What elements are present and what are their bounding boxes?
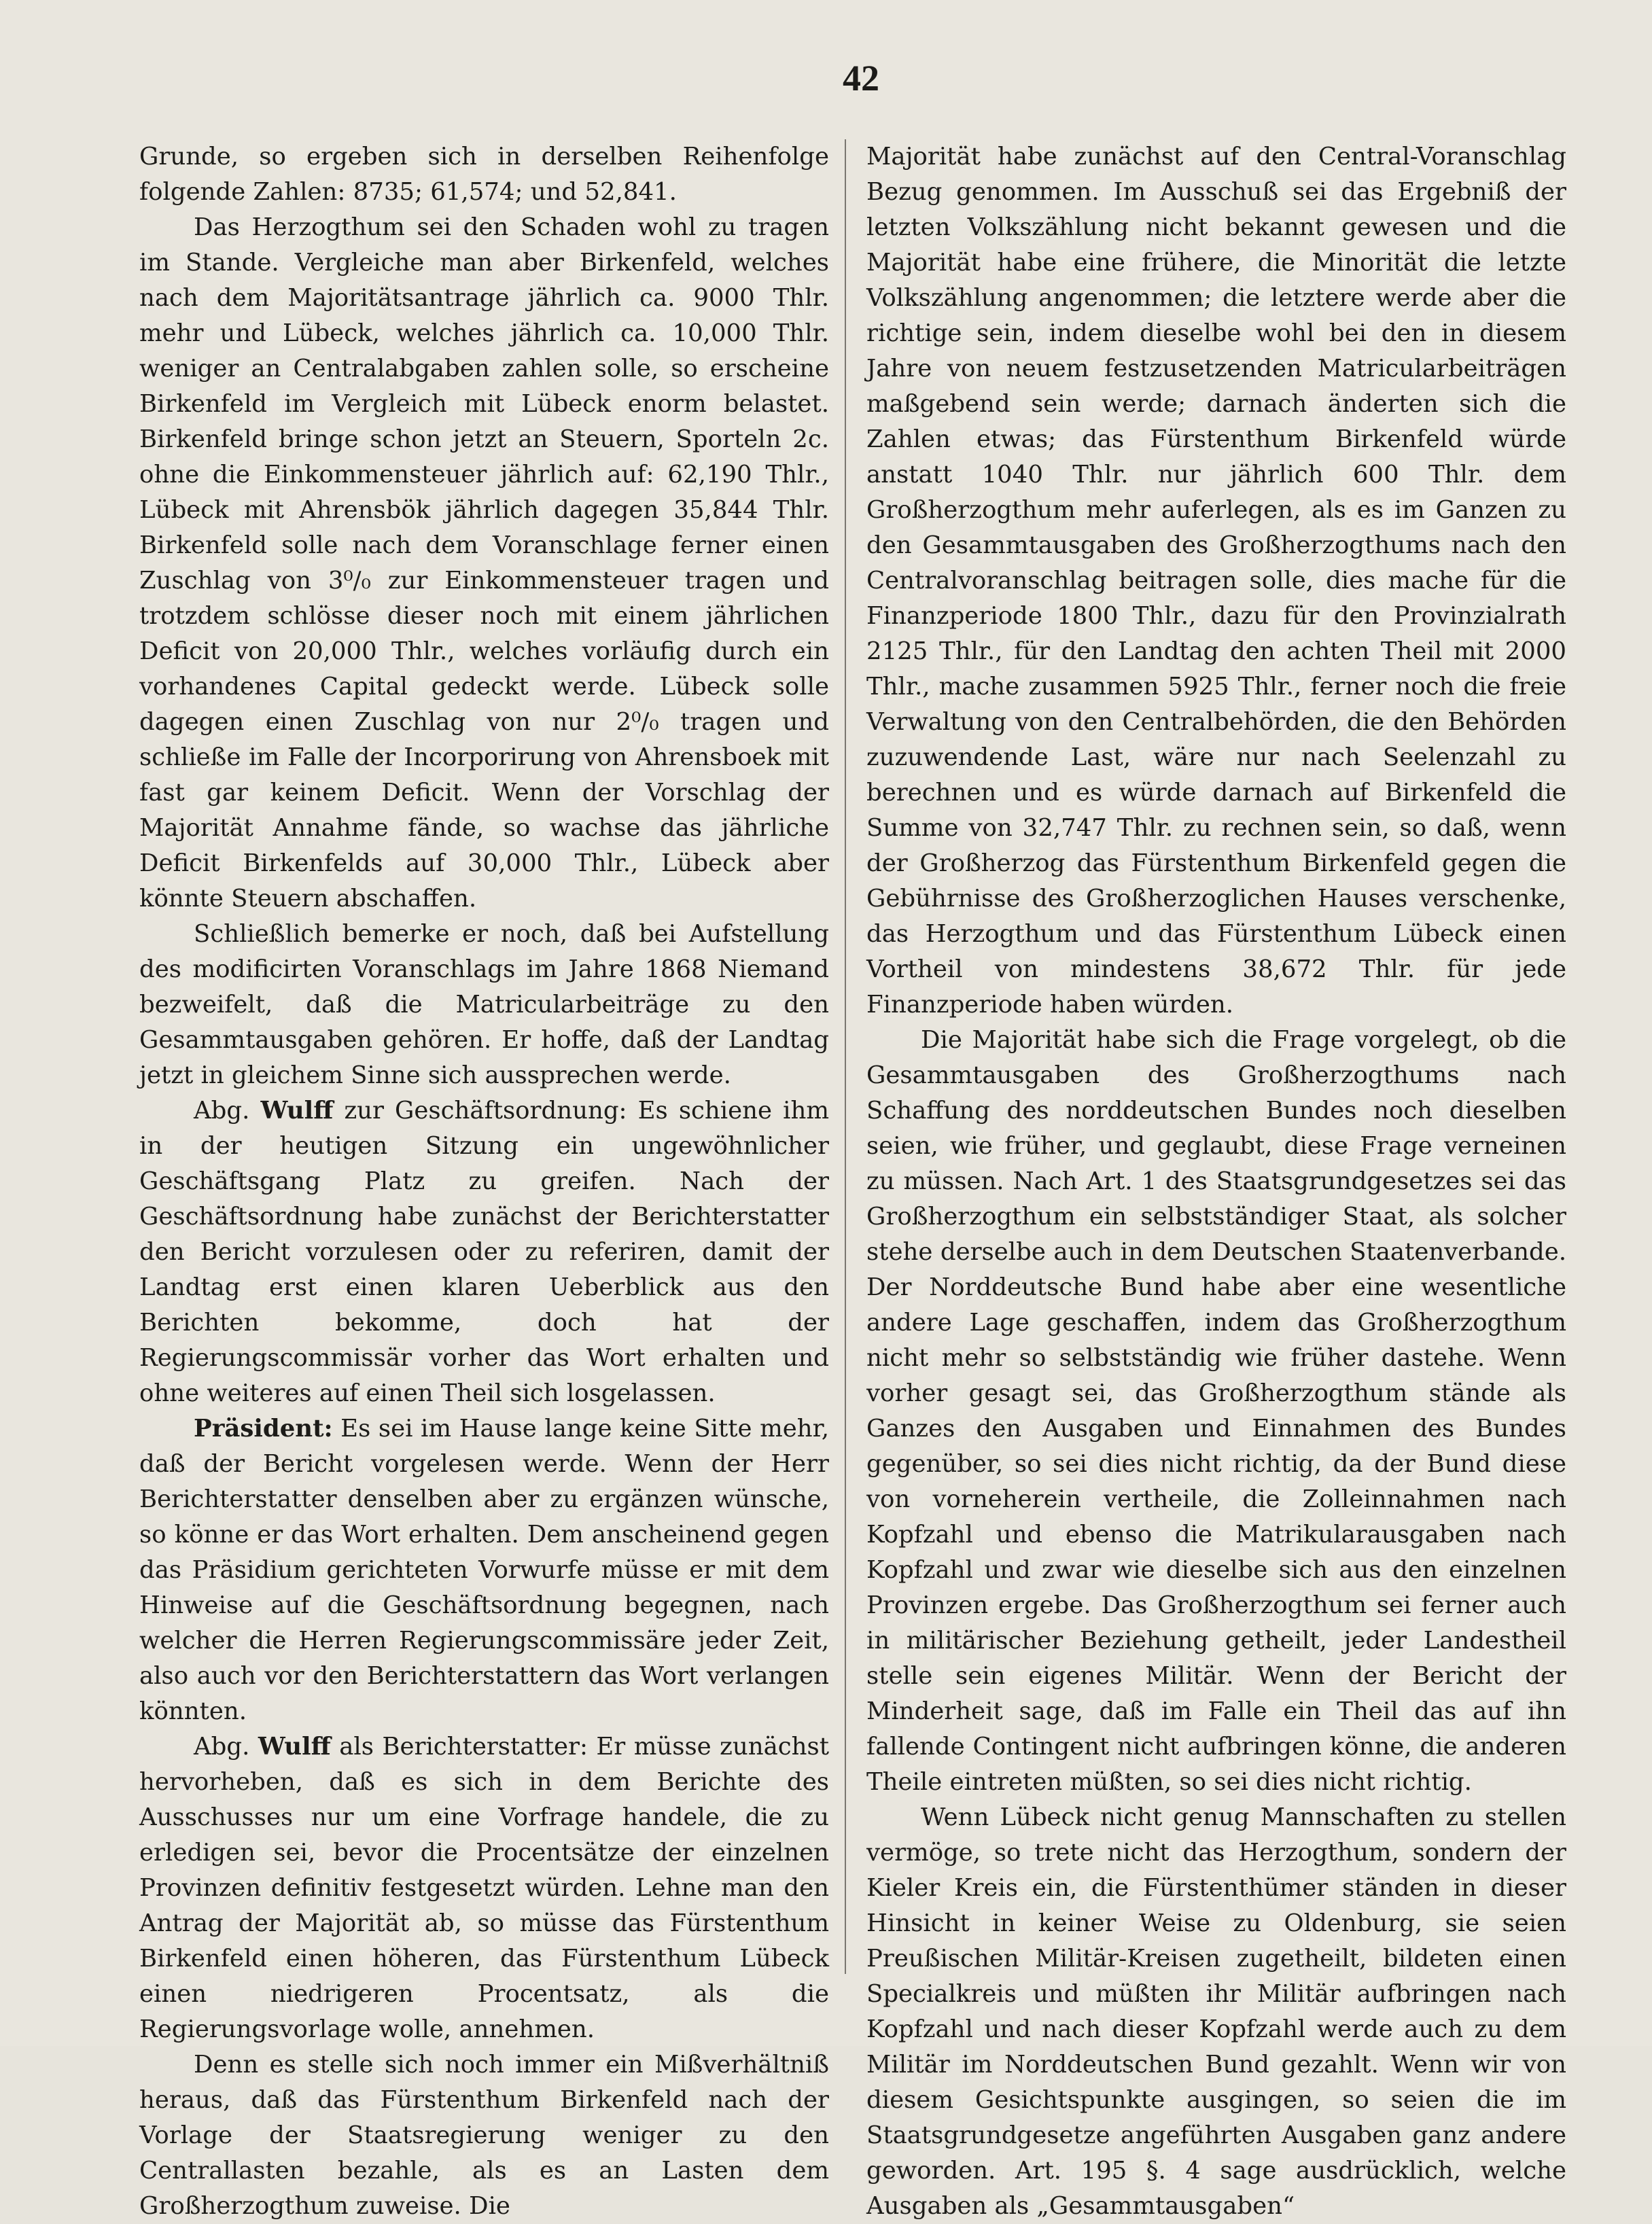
page-number: 42	[843, 58, 879, 99]
paragraph: Präsident: Es sei im Hause lange keine Sitte mehr, daß der Bericht vorgelesen werde. Wenn der Herr Berichterstatter denselben aber zu ergänzen wünsche, so könne er das Wort erhalten. Dem anscheinend gegen das Präsidium gerichteten Vorwurfe müsse er mit dem Hinweise auf die Geschäftsordnung begegnen, nach welcher die Herren Regierungscommissäre jeder Zeit, also auch vor den Berichterstattern das Wort verlangen könnten.	[139, 1415, 829, 1725]
speaker-prefix: Abg.	[194, 1097, 250, 1125]
speaker-name: Präsident:	[194, 1415, 333, 1443]
paragraph: Das Herzogthum sei den Schaden wohl zu tragen im Stande. Vergleiche man aber Birkenfeld, welches nach dem Majoritätsantrage jährlich ca. 9000 Thlr. mehr und Lübeck, welches jährlich ca. 10,000 Thlr. weniger an Centralabgaben zahlen solle, so erscheine Birkenfeld im Vergleich mit Lübeck enorm belastet. Birkenfeld bringe schon jetzt an Steuern, Sporteln 2c. ohne die Einkommensteuer jährlich auf: 62,190 Thlr., Lübeck mit Ahrensbök jährlich dagegen 35,844 Thlr. Birkenfeld solle nach dem Voranschlage ferner einen Zuschlag von 3⁰/₀ zur Einkommensteuer tragen und trotzdem schlösse dieser noch mit einem jährlichen Deficit von 20,000 Thlr., welches vorläufig durch ein vorhandenes Capital gedeckt werde. Lübeck solle dagegen einen Zuschlag von nur 2⁰/₀ tragen und schließe im Falle der Incorporirung von Ahrensboek mit fast gar keinem Deficit. Wenn der Vorschlag der Majorität Annahme fände, so wachse das jährliche Deficit Birkenfelds auf 30,000 Thlr., Lübeck aber könnte Steuern abschaffen.	[139, 213, 829, 913]
column-divider	[845, 139, 846, 1974]
paragraph: Majorität habe zunächst auf den Central-Voranschlag Bezug genommen. Im Ausschuß sei das Ergebniß der letzten Volkszählung nicht bekannt gewesen und die Majorität habe eine frühere, die Minorität die letzte Volkszählung angenommen; die letztere werde aber die richtige sein, indem dieselbe wohl bei den in diesem Jahre von neuem festzusetzenden Matricularbeiträgen maßgebend sein werde; darnach änderten sich die Zahlen etwas; das Fürstenthum Birkenfeld würde anstatt 1040 Thlr. nur jährlich 600 Thlr. dem Großherzogthum mehr auferlegen, als es im Ganzen zu den Gesammtausgaben des Großherzogthums nach den Centralvoranschlag beitragen solle, dies mache für die Finanzperiode 1800 Thlr., dazu für den Provinzialrath 2125 Thlr., für den Landtag den achten Theil mit 2000 Thlr., mache zusammen 5925 Thlr., ferner noch die freie Verwaltung von den Centralbehörden, die den Behörden zuzuwendende Last, wäre nur nach Seelenzahl zu berechnen und es würde darnach auf Birkenfeld die Summe von 32,747 Thlr. zu rechnen sein, so daß, wenn der Großherzog das Fürstenthum Birkenfeld gegen die Gebührnisse des Großherzoglichen Hauses verschenke, das Herzogthum und das Fürstenthum Lübeck einen Vortheil von mindestens 38,672 Thlr. für jede Finanzperiode haben würden.	[866, 143, 1566, 1019]
left-column	[139, 139, 829, 2224]
paragraph: Schließlich bemerke er noch, daß bei Aufstellung des modificirten Voranschlags im Jahre 1868 Niemand bezweifelt, daß die Matricularbeiträge zu den Gesammtausgaben gehören. Er hoffe, daß der Landtag jetzt in gleichem Sinne sich aussprechen werde.	[139, 920, 829, 1089]
paragraph: Die Majorität habe sich die Frage vorgelegt, ob die Gesammtausgaben des Großherzogthums nach Schaffung des norddeutschen Bundes noch dieselben seien, wie früher, und geglaubt, diese Frage verneinen zu müssen. Nach Art. 1 des Staatsgrundgesetzes sei das Großherzogthum ein selbstständiger Staat, als solcher stehe derselbe auch in dem Deutschen Staatenverbande. Der Norddeutsche Bund habe aber eine wesentliche andere Lage geschaffen, indem das Großherzogthum nicht mehr so selbstständig wie früher dastehe. Wenn vorher gesagt sei, das Großherzogthum stände als Ganzes den Ausgaben und Einnahmen des Bundes gegenüber, so sei dies nicht richtig, da der Bund diese von vorneherein vertheile, die Zolleinnahmen nach Kopfzahl und ebenso die Matrikularausgaben nach Kopfzahl und zwar wie dieselbe sich aus den einzelnen Provinzen ergebe. Das Großherzogthum sei ferner auch in militärischer Beziehung getheilt, jeder Landestheil stelle sein eigenes Militär. Wenn der Bericht der Minderheit sage, daß im Falle ein Theil das auf ihn fallende Contingent nicht aufbringen könne, die anderen Theile eintreten müßten, so sei dies nicht richtig.	[866, 1026, 1566, 1796]
paragraph: Abg. Wulff als Berichterstatter: Er müsse zunächst hervorheben, daß es sich in dem Berichte des Ausschusses nur um eine Vorfrage handele, die zu erledigen sei, bevor die Procentsätze der einzelnen Provinzen definitiv festgesetzt würden. Lehne man den Antrag der Majorität ab, so müsse das Fürstenthum Birkenfeld einen höheren, das Fürstenthum Lübeck einen niedrigeren Procentsatz, als die Regierungsvorlage wolle, annehmen.	[139, 1733, 829, 2043]
paragraph: Denn es stelle sich noch immer ein Mißverhältniß heraus, daß das Fürstenthum Birkenfeld nach der Vorlage der Staatsregierung weniger zu den Centrallasten bezahle, als es an Lasten dem Großherzogthum zuweise. Die	[139, 2051, 829, 2220]
paragraph: Abg. Wulff zur Geschäftsordnung: Es schiene ihm in der heutigen Sitzung ein ungewöhnlicher Geschäftsgang Platz zu greifen. Nach der Geschäftsordnung habe zunächst der Berichterstatter den Bericht vorzulesen oder zu referiren, damit der Landtag erst einen klaren Ueberblick aus den Berichten bekomme, doch hat der Regierungscommissär vorher das Wort erhalten und ohne weiteres auf einen Theil sich losgelassen.	[139, 1097, 829, 1407]
speaker-name: Wulff	[258, 1733, 331, 1761]
paragraph: Wenn Lübeck nicht genug Mannschaften zu stellen vermöge, so trete nicht das Herzogthum, sondern der Kieler Kreis ein, die Fürstenthümer ständen in dieser Hinsicht in keiner Weise zu Oldenburg, sie seien Preußischen Militär-Kreisen zugetheilt, bildeten einen Specialkreis und müßten ihr Militär aufbringen nach Kopfzahl und nach dieser Kopfzahl werde auch zu dem Militär im Norddeutschen Bund gezahlt. Wenn wir von diesem Gesichtspunkte ausgingen, so seien die im Staatsgrundgesetze angeführten Ausgaben ganz andere geworden. Art. 195 §. 4 sage ausdrücklich, welche Ausgaben als „Gesammtausgaben“	[866, 1803, 1566, 2220]
right-column	[866, 139, 1566, 2224]
speaker-name: Wulff	[260, 1097, 334, 1125]
speaker-prefix: Abg.	[194, 1733, 250, 1761]
paragraph: Grunde, so ergeben sich in derselben Reihenfolge folgende Zahlen: 8735; 61,574; und 52,841.	[139, 143, 829, 206]
